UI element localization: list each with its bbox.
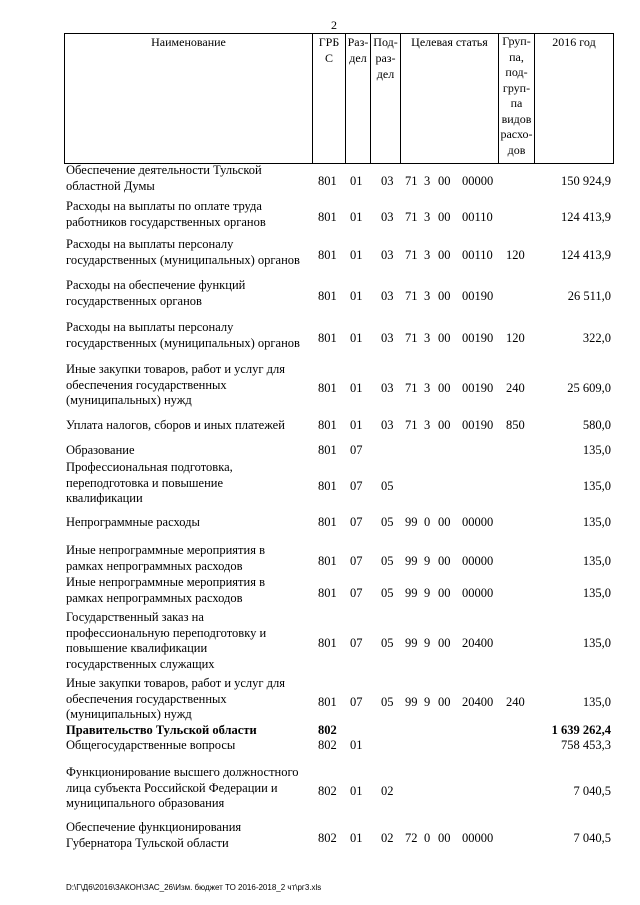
podrazdel-code: 03 <box>381 174 394 188</box>
row-name-line: Правительство Тульской области <box>66 723 257 737</box>
row-name <box>66 362 302 409</box>
target-direction: 00 <box>438 586 451 600</box>
header-podrazdel-cell <box>370 33 400 164</box>
target-subprogram: 3 <box>424 289 431 303</box>
amount-2016: 135,0 <box>582 443 611 457</box>
row-name-line: (муниципальных) нужд <box>66 707 192 721</box>
header-grbs-cell <box>312 33 345 164</box>
podrazdel-code: 05 <box>381 554 394 568</box>
row-name <box>66 738 302 754</box>
target-code: 00190 <box>462 418 494 432</box>
razdel-code: 07 <box>350 636 363 650</box>
target-program: 71 <box>405 174 418 188</box>
header-podrazdel-line: раз- <box>375 51 396 65</box>
amount-2016: 322,0 <box>582 331 611 345</box>
target-code: 00190 <box>462 289 494 303</box>
row-name-line: государственных (муниципальных) органов <box>66 252 300 267</box>
row-name-line: обеспечения государственных <box>66 691 227 706</box>
target-direction: 00 <box>438 515 451 529</box>
row-name-line: муниципального образования <box>66 796 225 810</box>
grbs-code: 801 <box>318 586 337 600</box>
header-name-cell <box>64 33 312 164</box>
grbs-code: 801 <box>318 515 337 529</box>
razdel-code: 01 <box>350 738 363 752</box>
target-subprogram: 3 <box>424 210 431 224</box>
row-name-line: государственных органов <box>66 293 202 308</box>
razdel-code: 07 <box>350 479 363 493</box>
amount-2016: 25 609,0 <box>567 381 611 395</box>
grbs-code: 801 <box>318 443 337 457</box>
header-group-line: дов <box>507 142 526 157</box>
row-name <box>66 543 302 574</box>
row-name <box>66 575 302 606</box>
row-name-line: профессиональную переподготовку и <box>66 625 267 640</box>
amount-2016: 135,0 <box>582 636 611 650</box>
expense-type: 120 <box>506 331 525 345</box>
grbs-code: 801 <box>318 381 337 395</box>
row-name <box>66 610 302 672</box>
amount-2016: 135,0 <box>582 515 611 529</box>
podrazdel-code: 03 <box>381 289 394 303</box>
target-program: 71 <box>405 210 418 224</box>
target-direction: 00 <box>438 174 451 188</box>
row-name-line: повышение квалификации <box>66 641 208 655</box>
row-name-line: Иные закупки товаров, работ и услуг для <box>66 362 286 376</box>
target-program: 99 <box>405 554 418 568</box>
razdel-code: 01 <box>350 248 363 262</box>
razdel-code: 01 <box>350 289 363 303</box>
target-program: 71 <box>405 248 418 262</box>
target-program: 71 <box>405 289 418 303</box>
row-name-line: рамках непрограммных расходов <box>66 590 243 605</box>
row-name <box>66 163 302 194</box>
row-name-line: Общегосударственные вопросы <box>66 738 236 752</box>
row-name-line: Функционирование высшего должностного <box>66 765 299 779</box>
amount-2016: 150 924,9 <box>561 174 611 188</box>
target-code: 00110 <box>462 210 493 224</box>
header-name: Наименование <box>151 35 226 49</box>
amount-2016: 135,0 <box>582 695 611 709</box>
row-name <box>66 237 302 268</box>
target-direction: 00 <box>438 248 451 262</box>
target-direction: 00 <box>438 695 451 709</box>
target-subprogram: 3 <box>424 418 431 432</box>
podrazdel-code: 05 <box>381 515 394 529</box>
amount-2016: 7 040,5 <box>573 784 611 798</box>
row-name-line: (муниципальных) нужд <box>66 393 192 407</box>
row-name-line: переподготовка и повышение <box>66 475 224 490</box>
target-program: 99 <box>405 636 418 650</box>
row-name-line: Государственный заказ на <box>66 610 204 624</box>
row-name-line: обеспечения государственных <box>66 377 227 392</box>
page-number: 2 <box>331 18 337 32</box>
target-program: 99 <box>405 586 418 600</box>
target-subprogram: 9 <box>424 695 431 709</box>
target-subprogram: 0 <box>424 515 431 529</box>
podrazdel-code: 03 <box>381 331 394 345</box>
target-program: 99 <box>405 515 418 529</box>
razdel-code: 01 <box>350 210 363 224</box>
target-direction: 00 <box>438 418 451 432</box>
target-code: 00110 <box>462 248 493 262</box>
row-name-line: Иные закупки товаров, работ и услуг для <box>66 676 286 690</box>
target-code: 00000 <box>462 174 494 188</box>
expense-type: 240 <box>506 381 525 395</box>
target-code: 00000 <box>462 831 494 845</box>
row-name <box>66 320 302 351</box>
header-group-line: па <box>510 96 523 110</box>
grbs-code: 802 <box>318 723 337 737</box>
podrazdel-code: 05 <box>381 636 394 650</box>
header-podrazdel-line: Под- <box>373 35 398 49</box>
razdel-code: 01 <box>350 418 363 432</box>
target-subprogram: 3 <box>424 331 431 345</box>
header-razdel-line: дел <box>349 51 367 65</box>
amount-2016: 758 453,3 <box>561 738 611 752</box>
target-program: 71 <box>405 331 418 345</box>
razdel-code: 01 <box>350 331 363 345</box>
footer-file-path: D:\Г\Д6\2016\ЗАКОН\ЗАС_26\Изм. бюджет ТО 2016-2018_2 чт\рг3.xls <box>66 883 322 892</box>
row-name-line: Расходы на обеспечение функций <box>66 278 246 292</box>
header-podrazdel-line: дел <box>376 67 395 81</box>
razdel-code: 07 <box>350 443 363 457</box>
row-name-line: Расходы на выплаты персоналу <box>66 320 234 334</box>
row-name-line: Расходы на выплаты персоналу <box>66 237 234 251</box>
expense-type: 240 <box>506 695 525 709</box>
row-name-line: Обеспечение деятельности Тульской <box>66 163 262 177</box>
row-name <box>66 820 302 851</box>
amount-2016: 135,0 <box>582 586 611 600</box>
header-group-line: Груп- <box>502 34 531 48</box>
row-name-line: Уплата налогов, сборов и иных платежей <box>66 418 285 432</box>
podrazdel-code: 03 <box>381 210 394 224</box>
header-group-line: па, <box>509 49 524 64</box>
grbs-code: 801 <box>318 248 337 262</box>
amount-2016: 580,0 <box>582 418 611 432</box>
razdel-code: 07 <box>350 695 363 709</box>
row-name <box>66 278 302 309</box>
row-name <box>66 418 302 434</box>
razdel-code: 07 <box>350 586 363 600</box>
razdel-code: 07 <box>350 515 363 529</box>
row-name-line: квалификации <box>66 491 143 505</box>
target-direction: 00 <box>438 636 451 650</box>
target-subprogram: 3 <box>424 174 431 188</box>
podrazdel-code: 03 <box>381 248 394 262</box>
header-razdel-cell <box>345 33 370 164</box>
target-direction: 00 <box>438 331 451 345</box>
target-program: 71 <box>405 418 418 432</box>
row-name-line: государственных (муниципальных) органов <box>66 335 300 350</box>
row-name <box>66 515 302 531</box>
target-subprogram: 9 <box>424 586 431 600</box>
grbs-code: 801 <box>318 210 337 224</box>
amount-2016: 26 511,0 <box>567 289 611 303</box>
header-grbs-line: ГРБ <box>318 35 340 49</box>
header-grbs-line: С <box>324 51 333 65</box>
amount-2016: 135,0 <box>582 554 611 568</box>
target-program: 72 <box>405 831 418 845</box>
amount-2016: 135,0 <box>582 479 611 493</box>
target-code: 20400 <box>462 636 494 650</box>
row-name-line: лица субъекта Российской Федерации и <box>66 780 278 795</box>
grbs-code: 802 <box>318 784 337 798</box>
row-name-line: Непрограммные расходы <box>66 515 200 529</box>
target-code: 00000 <box>462 586 494 600</box>
grbs-code: 801 <box>318 636 337 650</box>
target-subprogram: 9 <box>424 554 431 568</box>
target-subprogram: 3 <box>424 381 431 395</box>
target-direction: 00 <box>438 381 451 395</box>
grbs-code: 801 <box>318 554 337 568</box>
header-group-line: расхо- <box>500 127 533 141</box>
podrazdel-code: 05 <box>381 695 394 709</box>
target-subprogram: 9 <box>424 636 431 650</box>
podrazdel-code: 05 <box>381 479 394 493</box>
grbs-code: 801 <box>318 174 337 188</box>
amount-2016: 7 040,5 <box>573 831 611 845</box>
row-name-line: Расходы на выплаты по оплате труда <box>66 199 262 213</box>
razdel-code: 01 <box>350 381 363 395</box>
target-subprogram: 3 <box>424 248 431 262</box>
row-name-line: государственных служащих <box>66 656 215 671</box>
razdel-code: 01 <box>350 174 363 188</box>
target-code: 00190 <box>462 381 494 395</box>
podrazdel-code: 02 <box>381 784 394 798</box>
header-group-cell <box>498 33 534 164</box>
razdel-code: 01 <box>350 784 363 798</box>
target-code: 00000 <box>462 554 494 568</box>
header-group-line: видов <box>501 111 532 126</box>
expense-type: 120 <box>506 248 525 262</box>
target-direction: 00 <box>438 831 451 845</box>
row-name <box>66 460 302 507</box>
row-name-line: Обеспечение функционирования <box>66 820 242 834</box>
header-group-line: под- <box>505 65 528 79</box>
row-name-line: Образование <box>66 443 135 457</box>
grbs-code: 801 <box>318 331 337 345</box>
podrazdel-code: 03 <box>381 418 394 432</box>
grbs-code: 801 <box>318 695 337 709</box>
amount-2016: 124 413,9 <box>561 248 611 262</box>
expense-type: 850 <box>506 418 525 432</box>
grbs-code: 801 <box>318 418 337 432</box>
grbs-code: 801 <box>318 479 337 493</box>
row-name <box>66 723 302 739</box>
razdel-code: 01 <box>350 831 363 845</box>
row-name-line: рамках непрограммных расходов <box>66 558 243 573</box>
grbs-code: 802 <box>318 738 337 752</box>
amount-2016: 1 639 262,4 <box>551 723 611 737</box>
row-name-line: областной Думы <box>66 178 155 193</box>
target-subprogram: 0 <box>424 831 431 845</box>
row-name-line: Губернатора Тульской области <box>66 835 229 850</box>
row-name-line: Иные непрограммные мероприятия в <box>66 543 265 557</box>
row-name <box>66 199 302 230</box>
target-direction: 00 <box>438 210 451 224</box>
header-group-line: груп- <box>502 80 531 95</box>
row-name <box>66 765 302 812</box>
row-name <box>66 676 302 723</box>
target-code: 00000 <box>462 515 494 529</box>
podrazdel-code: 02 <box>381 831 394 845</box>
row-name <box>66 443 302 459</box>
row-name-line: Иные непрограммные мероприятия в <box>66 575 265 589</box>
header-razdel-line: Раз- <box>347 35 369 49</box>
podrazdel-code: 03 <box>381 381 394 395</box>
header-target-cell <box>400 33 498 164</box>
amount-2016: 124 413,9 <box>561 210 611 224</box>
row-name-line: Профессиональная подготовка, <box>66 460 233 474</box>
row-name-line: работников государственных органов <box>66 214 266 229</box>
podrazdel-code: 05 <box>381 586 394 600</box>
razdel-code: 07 <box>350 554 363 568</box>
target-direction: 00 <box>438 289 451 303</box>
header-year: 2016 год <box>552 35 596 49</box>
header-year-cell <box>534 33 614 164</box>
target-program: 99 <box>405 695 418 709</box>
grbs-code: 801 <box>318 289 337 303</box>
header-target: Целевая статья <box>411 35 488 49</box>
grbs-code: 802 <box>318 831 337 845</box>
target-program: 71 <box>405 381 418 395</box>
target-direction: 00 <box>438 554 451 568</box>
target-code: 20400 <box>462 695 494 709</box>
target-code: 00190 <box>462 331 494 345</box>
